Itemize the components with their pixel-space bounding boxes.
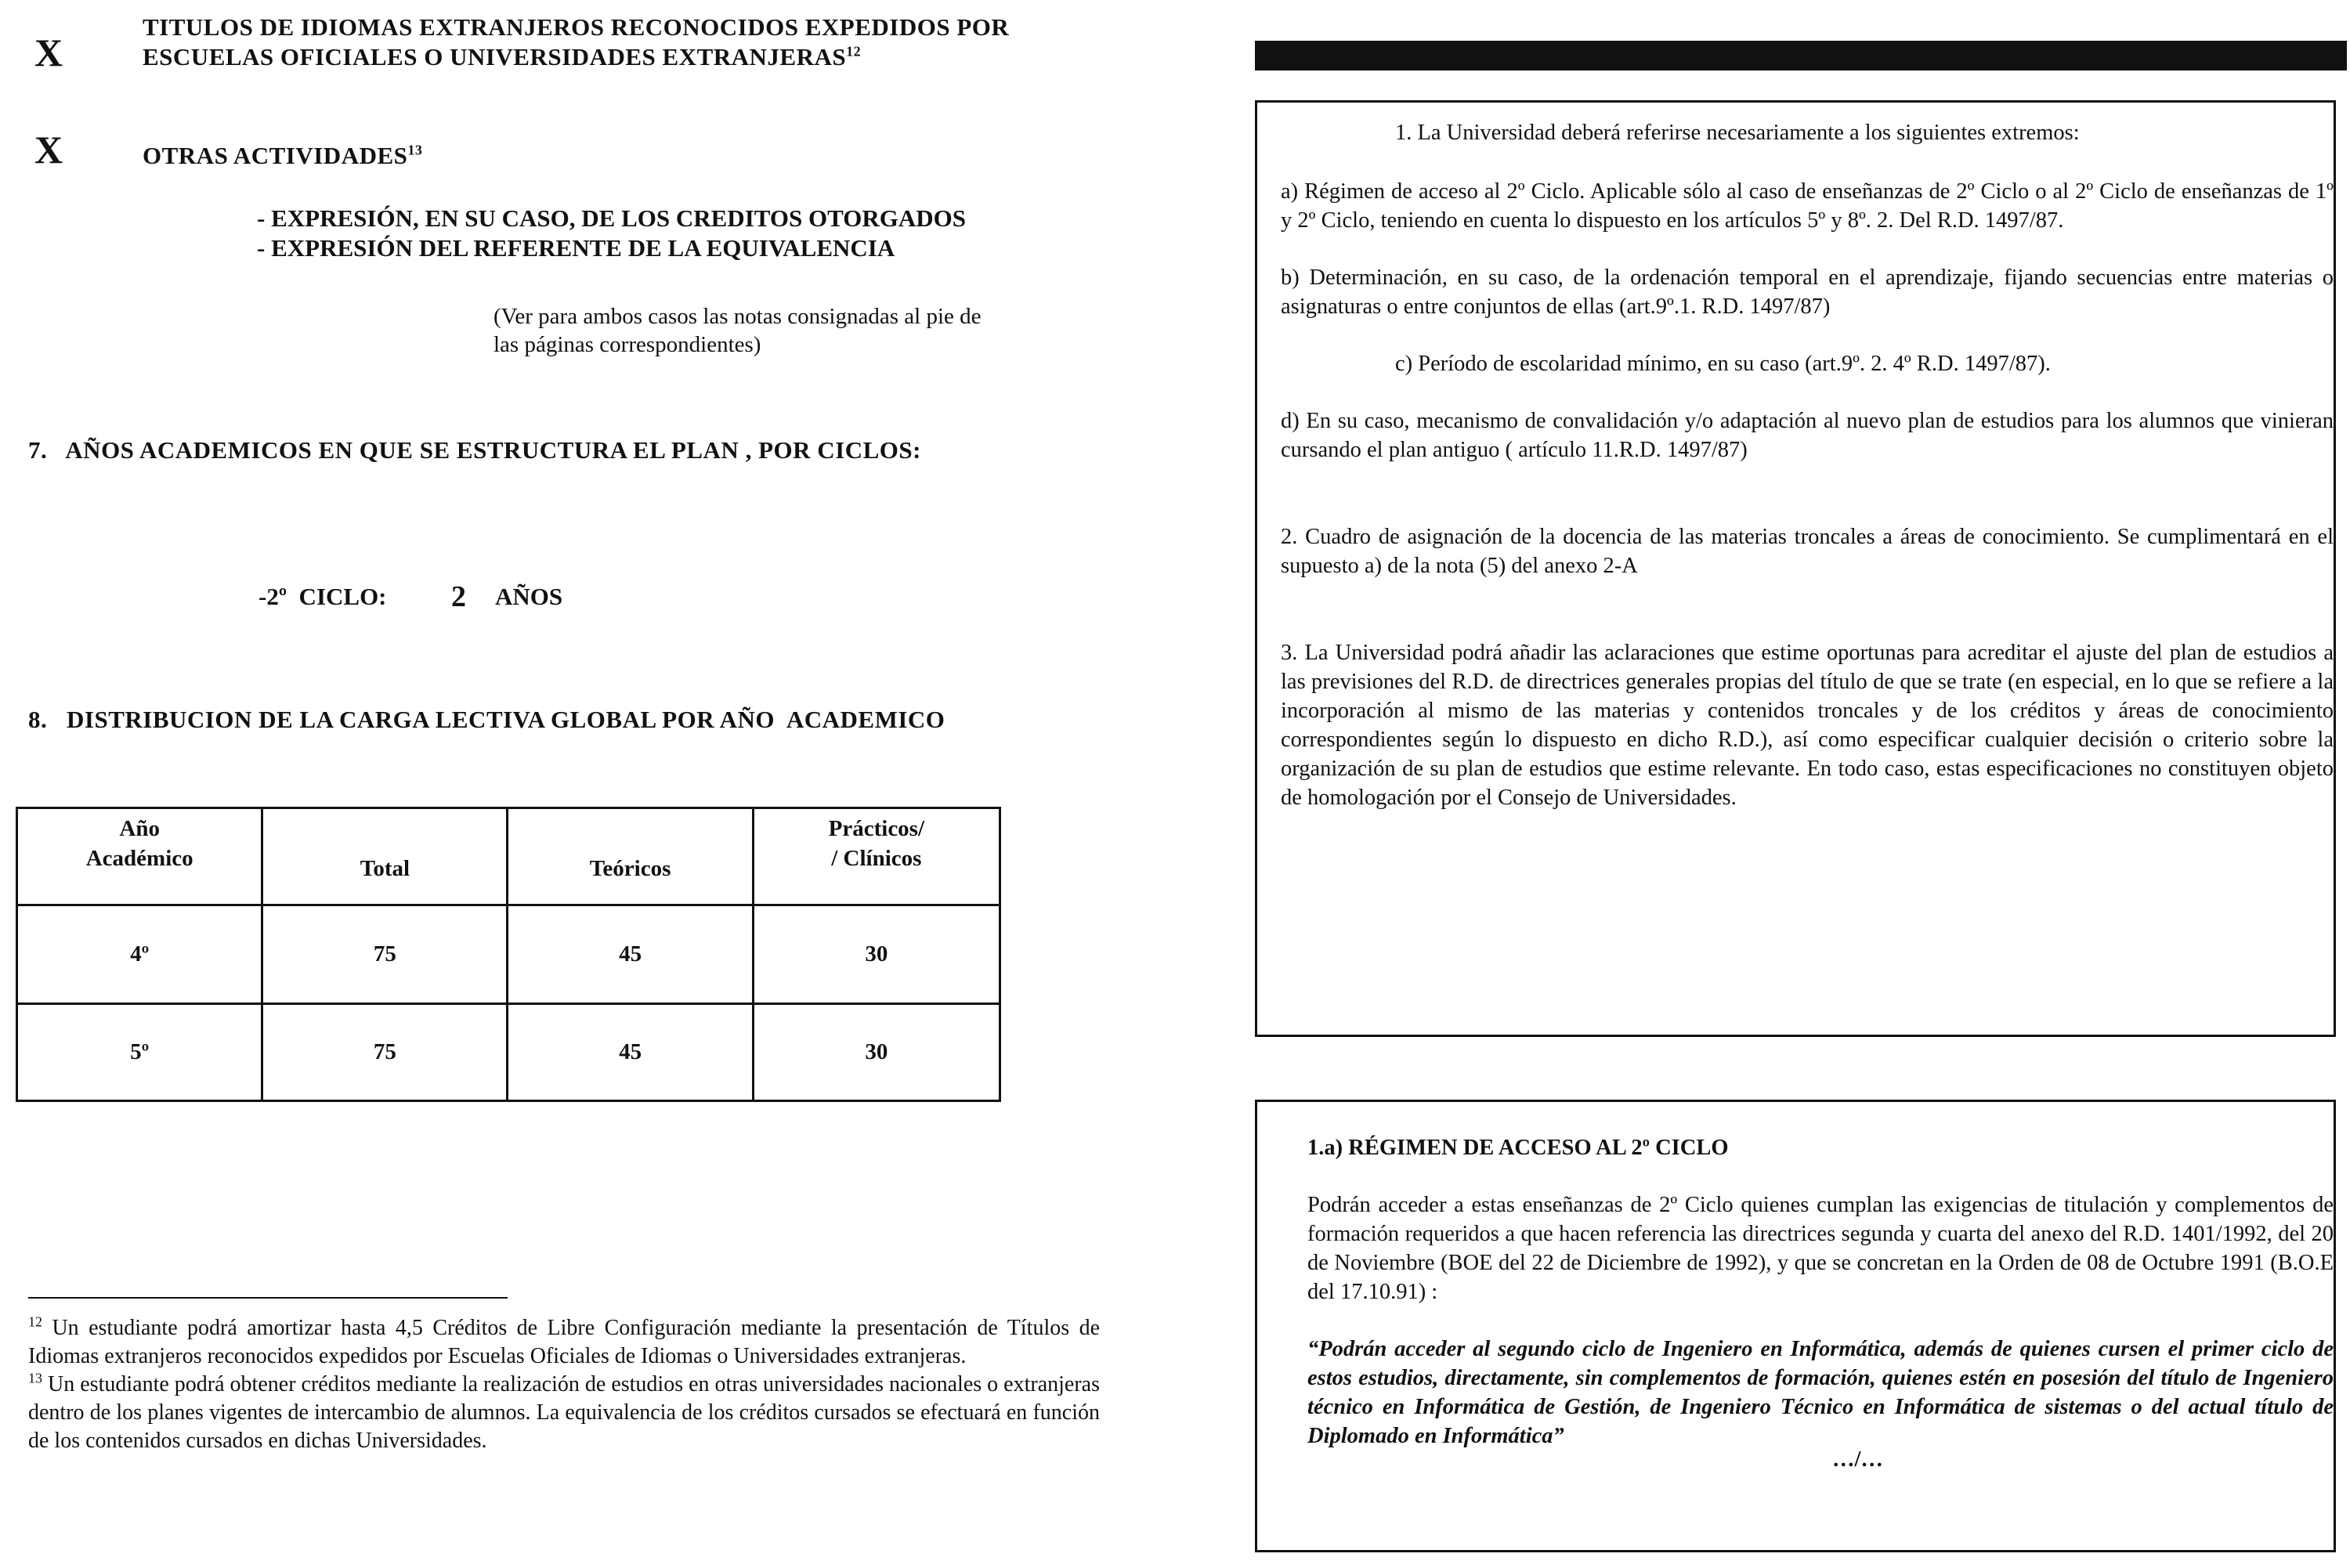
- continuation-mark: …/…: [1832, 1447, 1883, 1472]
- table-row: [17, 1004, 1000, 1101]
- x-mark-idiomas: X: [34, 31, 63, 74]
- header-teoricos: Teóricos: [508, 808, 753, 905]
- x-mark-actividades: X: [34, 128, 63, 172]
- cycle-years-number: 2: [451, 580, 466, 613]
- regimen-acceso-quote: “Podrán acceder al segundo ciclo de Ingeniero en Informática, además de quienes cursen el primer ciclo de estos estudios, directamente, sin complementos de formación, quienes estén en posesión del título de Ingeniero técnico en Informática de Gestión, de Ingeniero Técnico en Informática de sistemas o del actual título de Diplomado en Informática”: [1307, 1337, 2334, 1448]
- footnote-12-number: 12: [28, 1313, 42, 1330]
- section-7-heading: 7. AÑOS ACADEMICOS EN QUE SE ESTRUCTURA EL PLAN , POR CICLOS:: [28, 436, 921, 464]
- bullet-referente: - EXPRESIÓN DEL REFERENTE DE LA EQUIVALENCIA: [257, 234, 895, 262]
- see-notes-line2: las páginas correspondientes): [494, 332, 761, 357]
- header-practicos-clinicos: Prácticos/ / Clínicos: [753, 808, 1000, 905]
- instruction-d: d) En su caso, mecanismo de convalidación y/o adaptación al nuevo plan de estudios para los alumnos que vinieran cursando el plan antiguo ( artículo 11.R.D. 1497/87): [1281, 409, 2334, 462]
- heading-titulos-line1: TITULOS DE IDIOMAS EXTRANJEROS RECONOCIDOS EXPEDIDOS POR: [143, 13, 1010, 41]
- table-row: [17, 905, 1000, 1004]
- header-ano-academico: Año Académico: [17, 808, 262, 905]
- footnote-13-number: 13: [28, 1370, 42, 1386]
- footnotes: [28, 1314, 1100, 1455]
- heading-otras-actividades-text: OTRAS ACTIVIDADES: [143, 142, 408, 169]
- instructions-intro: 1. La Universidad deberá referirse necesariamente a los siguientes extremos:: [1395, 121, 2080, 145]
- cycle-years-unit: AÑOS: [495, 583, 563, 610]
- see-notes-line1: (Ver para ambos casos las notas consignadas al pie de: [494, 304, 982, 329]
- footnote-13-text: Un estudiante podrá obtener créditos mediante la realización de estudios en otras universidades nacionales o extranjeras dentro de los planes vigentes de intercambio de alumnos. La equivalencia de los créditos cursados se efectuará en función de los contenidos cursados en dichas Universidades.: [28, 1372, 1100, 1453]
- note-ref-12: 12: [846, 43, 862, 60]
- instruction-3: 3. La Universidad podrá añadir las aclaraciones que estime oportunas para acreditar el ajuste del plan de estudios a las previsiones del R.D. de directrices generales propias del título de que se trate (en especial, en lo que se refiere a la incorporación al mismo de las materias y contenidos troncales y de los créditos y áreas de conocimiento correspondientes según lo dispuesto en dicho R.D.), así como especificar cualquier decisión o criterio sobre la organización de su plan de estudios que estime relevante. En todo caso, estas especificaciones no constituyen objeto de homologación por el Consejo de Universidades.: [1281, 641, 2334, 810]
- footnote-12-text: Un estudiante podrá amortizar hasta 4,5 Créditos de Libre Configuración mediante la presentación de Títulos de Idiomas extranjeros reconocidos expedidos por Escuelas Oficiales de Idiomas o Universidades extranjeras.: [28, 1316, 1100, 1368]
- heading-titulos-idiomas: [143, 13, 1106, 72]
- cycle-label: -2º CICLO:: [258, 583, 387, 610]
- cell-practicos: 30: [753, 1004, 1000, 1101]
- carga-lectiva-table: [16, 807, 1001, 1102]
- bullet-creditos: - EXPRESIÓN, EN SU CASO, DE LOS CREDITOS OTORGADOS: [257, 204, 966, 232]
- instruction-a: a) Régimen de acceso al 2º Ciclo. Aplicable sólo al caso de enseñanzas de 2º Ciclo o al 2º Ciclo de enseñanzas de 1º y 2º Ciclo, teniendo en cuenta lo dispuesto en los artículos 5º y 8º. 2. Del R.D. 1497/87.: [1281, 179, 2334, 233]
- footnote-divider: [28, 1297, 508, 1299]
- instructions-content: [1281, 118, 2334, 812]
- cell-teoricos: 45: [508, 905, 753, 1004]
- instruction-b: b) Determinación, en su caso, de la ordenación temporal en el aprendizaje, fijando secuencias entre materias o asignaturas o entre conjuntos de ellas (art.9º.1. R.D. 1497/87): [1281, 266, 2334, 319]
- regimen-acceso-title: 1.a) RÉGIMEN DE ACCESO AL 2º CICLO: [1307, 1136, 1729, 1160]
- cell-teoricos: 45: [508, 1004, 753, 1101]
- heading-otras-actividades: [143, 141, 422, 171]
- cell-total: 75: [262, 1004, 508, 1101]
- instruction-c: c) Período de escolaridad mínimo, en su caso (art.9º. 2. 4º R.D. 1497/87).: [1395, 352, 2051, 376]
- instruction-2: 2. Cuadro de asignación de la docencia de las materias troncales a áreas de conocimiento. Se cumplimentará en el supuesto a) de la nota (5) del anexo 2-A: [1281, 525, 2334, 578]
- cell-total: 75: [262, 905, 508, 1004]
- section-8-heading: 8. DISTRIBUCION DE LA CARGA LECTIVA GLOBAL POR AÑO ACADEMICO: [28, 706, 945, 733]
- table-header-row: [17, 808, 1000, 905]
- note-ref-13: 13: [407, 142, 423, 158]
- black-header-bar: [1255, 41, 2347, 70]
- cell-ano: 5º: [17, 1004, 262, 1101]
- footnote-13: [28, 1371, 1100, 1455]
- regimen-acceso-content: [1307, 1133, 2334, 1472]
- footnote-12: [28, 1314, 1100, 1371]
- bullet-list: [257, 204, 966, 263]
- regimen-acceso-body: Podrán acceder a estas enseñanzas de 2º Ciclo quienes cumplan las exigencias de titulación y complementos de formación requeridos a que hacen referencia las directrices segunda y cuarta del anexo del R.D. 1401/1992, del 20 de Noviembre (BOE del 22 de Diciembre de 1992), y que se concretan en la Orden de 08 de Octubre 1991 (B.O.E del 17.10.91) :: [1307, 1193, 2334, 1304]
- header-total: Total: [262, 808, 508, 905]
- cell-ano: 4º: [17, 905, 262, 1004]
- regimen-acceso-box: [1255, 1100, 2336, 1552]
- see-notes-text: [494, 302, 982, 359]
- heading-titulos-line2: ESCUELAS OFICIALES O UNIVERSIDADES EXTRANJERAS: [143, 43, 847, 70]
- cell-practicos: 30: [753, 905, 1000, 1004]
- instructions-box: [1255, 100, 2336, 1037]
